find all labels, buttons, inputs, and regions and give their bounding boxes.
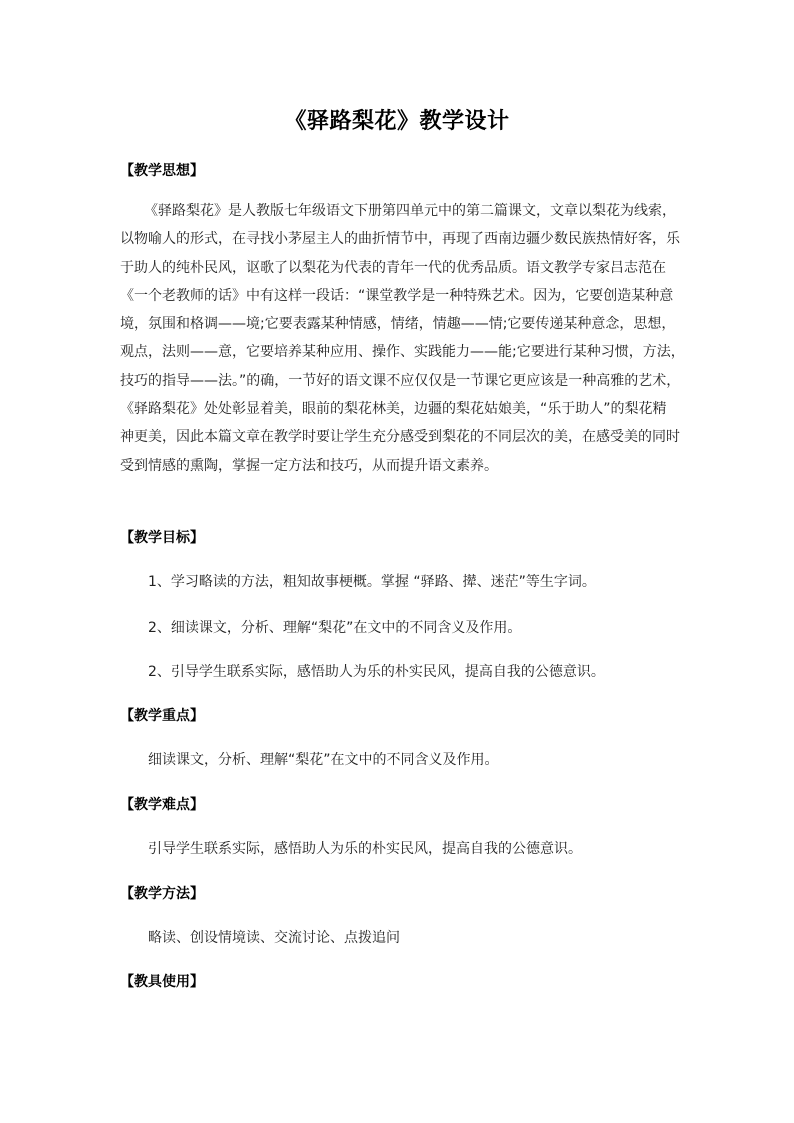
paragraph-line: 受到情感的熏陶，掌握一定方法和技巧，从而提升语文素养。 [120,457,498,474]
goal-item: 2、细读课文，分析、理解“梨花”在文中的不同含义及作用。 [148,620,522,636]
paragraph-line: 以物喻人的形式，在寻找小茅屋主人的曲折情节中，再现了西南边疆少数民族热情好客，乐 [120,231,680,248]
goal-item: 1、学习略读的方法，粗知故事梗概。掌握 “驿路、撵、迷茫”等生字词。 [148,574,596,590]
goal-item: 2、引导学生联系实际，感悟助人为乐的朴实民风，提高自我的公德意识。 [148,664,605,680]
paragraph-line: 《一个老教师的话》中有这样一段话：“课堂教学是一种特殊艺术。因为，它要创造某种意 [120,287,674,304]
section-heading-methods: 【教学方法】 [120,886,204,902]
section-heading-tools: 【教具使用】 [120,974,204,990]
paragraph-line: 《驿路梨花》是人教版七年级语文下册第四单元中的第二篇课文，文章以梨花为线索， [144,203,676,219]
thought-paragraph [120,197,690,480]
methods-text: 略读、创设情境读、交流讨论、点拨追问 [148,930,400,946]
section-heading-difficulties: 【教学难点】 [120,797,204,813]
paragraph-line: 技巧的指导——法。”的确，一节好的语文课不应仅仅是一节课它更应该是一种高雅的艺术， [120,372,681,389]
paragraph-line: 观点，法则——意，它要培养某种应用、操作、实践能力——能;它要进行某种习惯，方法， [120,344,685,361]
key-points-text: 细读课文，分析、理解“梨花”在文中的不同含义及作用。 [148,752,499,768]
difficulties-text: 引导学生联系实际，感悟助人为乐的朴实民风，提高自我的公德意识。 [148,841,582,857]
document-title: 《驿路梨花》教学设计 [284,109,510,134]
section-heading-thought: 【教学思想】 [120,163,204,179]
paragraph-line: 于助人的纯朴民风，讴歌了以梨花为代表的青年一代的优秀品质。语文教学专家吕志范在 [120,259,666,276]
paragraph-line: 境，氛围和格调——境;它要表露某种情感，情绪，情趣——情;它要传递某种意念，思想， [120,316,676,333]
paragraph-line: 神更美，因此本篇文章在教学时要让学生充分感受到梨花的不同层次的美，在感受美的同时 [120,429,680,446]
section-heading-key-points: 【教学重点】 [120,708,204,724]
section-heading-goals: 【教学目标】 [120,530,204,546]
paragraph-line: 《驿路梨花》处处彰显着美，眼前的梨花林美，边疆的梨花姑娘美，“乐于助人”的梨花精 [120,401,667,418]
